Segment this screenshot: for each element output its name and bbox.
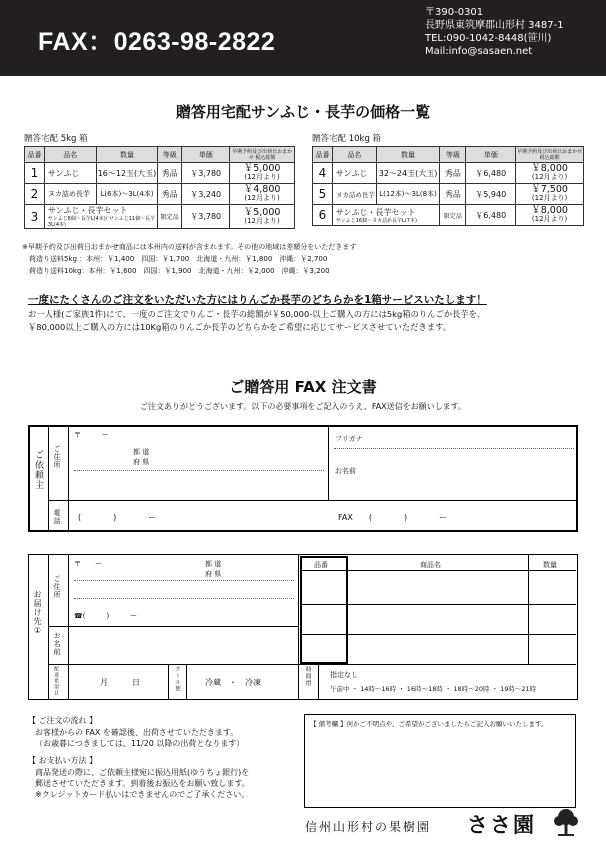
item-qty: 32～24玉(大玉) [376,163,440,184]
item-no: 5 [313,184,333,205]
form-subtitle: ご注文ありがとうございます。以下の必要事項をご記入のうえ、FAX送信をお願いします。 [139,402,467,411]
qty-input[interactable] [529,571,576,663]
cool-label: クール便 [174,666,180,692]
set-detail: サンふじ8個～長芋L(4本)/ サンふじ11個～長芋3L(4本) [47,216,156,228]
delivery-fuken: 府 県 [205,570,222,578]
requester-address-input[interactable] [68,427,328,500]
item-grade: 秀品 [440,163,466,184]
postal-code: 〒390-0301 [425,7,484,18]
remarks-box[interactable] [304,714,576,808]
time-label: 時間帯 [304,666,311,687]
item-no: 1 [25,163,45,184]
item-name: ヌカ詰め長芋 [44,184,96,205]
delivery-postal: 〒 ー [74,560,102,568]
flow-heading: 【 ご注文の流れ 】 [28,716,98,725]
col-qty: 数量 [543,561,557,569]
order-flow [28,715,250,800]
col-header: 等級 [440,147,466,163]
total-value: ￥7,500 [531,184,568,195]
item-no-input[interactable] [302,571,346,663]
item-total [516,205,584,226]
col-header: 品名 [44,147,96,163]
item-name: サンふじ [332,163,376,184]
total-note: (12月より) [244,194,280,202]
requester-fax-input[interactable]: FAX ( ) ー [338,513,448,522]
product-name-input[interactable] [349,571,527,663]
table-row [25,163,295,184]
shipping-note: ※早期予約及び出荷日おまかせ商品には本州内の送料が含まれます。その他の地域は差額分をいただきます [22,243,357,251]
item-total [516,184,584,205]
total-value: ￥5,000 [243,163,281,174]
total-value: ￥8,000 [531,163,568,174]
total-note: (12月より) [244,173,280,181]
delivery-name-input[interactable] [68,627,298,664]
bonus-headline: 一度にたくさんのご注文をいただいた方にはりんごか長芋のどちらかを1箱サービスいたします！ [28,294,487,306]
col-header: 単価 [182,147,230,163]
item-grade: 秀品 [440,184,466,205]
divider [48,664,576,665]
shipping-notes [22,241,356,277]
table-row [313,205,584,226]
shipping-note: 荷造り送料5kg ：本州：￥1,400 四国：￥1,700 北海道・九州：￥1,800 沖縄：￥2,700 [29,255,328,263]
requester-name-label: お名前 [335,467,356,475]
requester-furigana: フリガナ [335,435,363,443]
price-table-10kg [312,146,584,226]
total-value: ￥5,000 [243,206,281,218]
total-note: (12月より) [531,194,568,202]
requester-phone-input[interactable]: ( ) ー [78,513,157,522]
item-grade: 限定品 [440,205,466,226]
requester-postal: 〒 ー [74,431,109,439]
total-note: (12月より) [244,216,280,225]
divider [318,665,319,699]
item-no: 3 [25,205,45,229]
flow-line: お客様からの FAX を確認後、出荷させていただきます。 [35,728,239,737]
col-header: 品番 [313,147,333,163]
total-note: (12月より) [531,215,568,223]
item-qty: 16～12玉(大玉) [96,163,158,184]
col-header: 数量 [96,147,158,163]
delivery-todo: 都 道 [205,560,222,568]
item-no: 2 [25,184,45,205]
item-grade: 限定品 [158,205,182,229]
address-line [74,598,294,599]
tel: TEL:090-1042-8448(笹川) [425,33,552,44]
divider [168,665,169,699]
item-name: サンふじ [44,163,96,184]
payment-line: 郵送させていただきます。到着後お振込をお願い致します。 [35,779,250,788]
col-item-no: 品番 [314,561,328,569]
total-note: (12月より) [531,173,568,181]
price-table-5kg [24,146,295,229]
item-price: ￥3,780 [182,205,230,229]
set-name: サンふじ・長芋セット [47,206,128,215]
set-detail: サンふじ16個～ヌカ詰め長芋L(7本) [335,217,417,224]
time-options[interactable]: 午前中 ・ 14時～16時 ・ 16時～18時 ・ 18時～20時 ・ 19時～21時 [330,685,537,693]
col-header: 品名 [332,147,376,163]
item-total [230,163,295,184]
total-value: ￥8,000 [531,205,568,216]
form-title: ご贈答用 FAX 注文書 [229,378,377,396]
farm-tagline: 信州山形村の果樹園 [305,820,432,834]
remarks-label: 【 備考欄 】何かご不明点や、ご希望がございましたらご記入お願いいたします。 [310,720,548,728]
set-name: サンふじ・長芋セット [335,207,416,217]
delivery-label: お届け先① [33,590,42,636]
item-price: ￥5,940 [466,184,516,205]
payment-heading: 【 お支払い方法 】 [28,756,98,765]
item-name [332,205,439,226]
col-header: 品番 [25,147,45,163]
total-value: ￥4,800 [243,184,281,195]
requester-phone-label: 電話 [53,509,61,525]
requester-name-input[interactable] [329,450,576,499]
bonus-text [28,308,485,333]
payment-line: 商品発送の際に、ご依頼主様宛に振込用紙(ゆうちょ銀行)を [35,768,250,777]
payment-line: ※クレジットカード払いはできませんのでご了承ください。 [35,790,250,799]
contact-block [425,6,564,58]
divider [48,427,49,530]
divider [298,555,299,699]
col-header: 単価 [466,147,516,163]
delivery-name-label: お名前 [53,632,61,656]
item-total [230,184,295,205]
table-row [25,205,295,229]
table-10kg-caption: 贈答宅配 10kg 箱 [312,134,382,144]
item-price: ￥3,240 [182,184,230,205]
item-name: ヌカ詰め長芋 [332,184,376,205]
table-row [25,184,295,205]
item-price: ￥3,780 [182,163,230,184]
requester-todo: 都 道 [133,448,150,456]
requester-label: ご依頼主 [33,450,43,490]
furigana-line [334,448,574,449]
table-5kg-caption: 贈答宅配 5kg 箱 [24,134,88,144]
tree-icon [553,808,579,838]
address: 長野県東筑摩郡山形村 3487-1 [425,20,564,31]
item-qty: L(12本)～3L(8本) [376,184,440,205]
delivery-date-label: 配達希望日 [53,666,59,696]
item-grade: 秀品 [158,184,182,205]
brand-logo: ささ園 [467,812,536,837]
page-title: 贈答用宅配サンふじ・長芋の価格一覧 [175,103,431,121]
col-item-name: 商品名 [420,561,441,569]
email[interactable]: Mail:info@sasaen.net [425,46,533,57]
divider [48,500,576,501]
item-total [230,205,295,229]
item-no: 6 [313,205,333,226]
item-qty: L(6本)～3L(4本) [96,184,158,205]
item-price: ￥6,480 [466,163,516,184]
requester-address-label: ご住所 [53,445,61,469]
item-name [44,205,157,229]
address-line [74,580,294,581]
item-total [516,163,584,184]
item-no: 4 [313,163,333,184]
table-row [313,163,584,184]
cool-options[interactable]: 冷蔵 ・ 冷凍 [205,678,261,687]
col-header: 早期予約及び出荷日おまかせ 税込総額 [230,147,295,163]
flow-line: （お歳暮につきましては、11/20 以降の出荷となります） [35,739,245,748]
divider [48,555,49,699]
bonus-line: ￥80,000以上ご購入の方には10Kg箱のりんごか長芋のどちらかをご希望に応じてサービスさせていただきます。 [28,321,451,332]
requester-fuken: 府 県 [133,458,150,466]
time-none[interactable]: 指定なし [330,671,358,679]
item-grade: 秀品 [158,163,182,184]
divider [186,665,187,699]
header-bar [0,0,606,76]
col-header: 等級 [158,147,182,163]
table-row [313,184,584,205]
delivery-tel-input[interactable]: ☎( ) ー [74,612,138,620]
bonus-line: お一人様(ご家族1件)にて、一度のご注文でりんご・長芋の総額が￥50,000-以上ご購入の方には5kg箱のりんごか長芋を、 [28,309,486,319]
col-header: 早期予約及び出荷日おまかせ 税込総額 [517,148,583,161]
delivery-date-input[interactable]: 月 日 [100,678,140,687]
item-price: ￥6,480 [466,205,516,226]
fax-number: FAX：0263-98-2822 [38,28,276,56]
shipping-note: 荷造り送料10kg：本州：￥1,600 四国：￥1,900 北海道・九州：￥2,000 沖縄：￥3,200 [29,267,330,275]
delivery-address-label: ご住所 [53,575,61,599]
col-header: 数量 [376,147,440,163]
